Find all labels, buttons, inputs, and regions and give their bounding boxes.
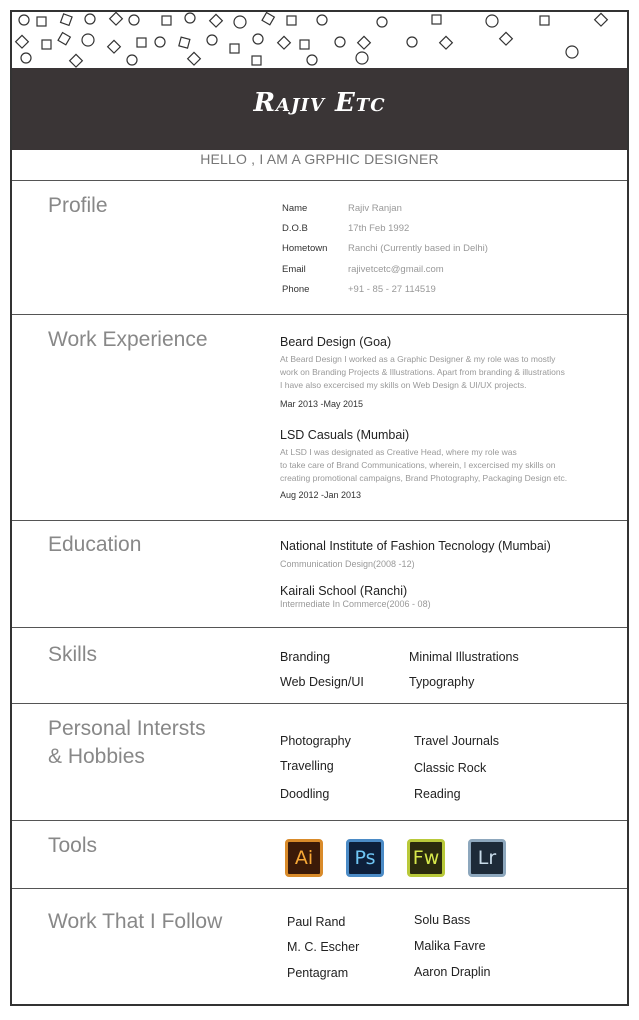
fireworks-icon: Fw	[407, 839, 445, 877]
job-description-line: work on Branding Projects & Illustrations. Apart from branding & illustrations	[280, 367, 565, 377]
section-title-follow: Work That I Follow	[48, 910, 223, 933]
lightroom-icon: Lr	[468, 839, 506, 877]
follow-item: Pentagram	[287, 966, 349, 980]
section-title-tools: Tools	[48, 834, 98, 857]
designer-name: Rajiv Etc	[253, 88, 386, 118]
resume-frame	[10, 10, 629, 1006]
school-detail: Communication Design(2008 -12)	[280, 559, 415, 569]
section-title-skills: Skills	[48, 643, 98, 666]
job-description-line: At LSD I was designated as Creative Head, where my role was	[280, 447, 517, 457]
follow-item: M. C. Escher	[287, 940, 360, 954]
hobby-item: Classic Rock	[414, 761, 487, 775]
follow-item: Malika Favre	[414, 939, 486, 953]
follow-item: Solu Bass	[414, 913, 471, 927]
section-title-work: Work Experience	[48, 328, 208, 351]
skill-item: Branding	[280, 650, 331, 664]
skill-item: Typography	[409, 675, 475, 689]
skill-item: Minimal Illustrations	[409, 650, 519, 664]
job-description-line: At Beard Design I worked as a Graphic Designer & my role was to mostly	[280, 354, 556, 364]
email-value[interactable]: rajivetcetc@gmail.com	[348, 264, 444, 275]
hobby-item: Doodling	[280, 787, 330, 801]
profile-label: Name	[282, 203, 308, 214]
job-title: Beard Design (Goa)	[280, 335, 392, 349]
divider	[12, 703, 627, 704]
job-description-line: I have also excercised my skills on Web Design & UI/UX projects.	[280, 380, 527, 390]
job-description-line: creating promotional campaigns, Brand Photography, Packaging Design etc.	[280, 473, 568, 483]
divider	[12, 888, 627, 889]
name-banner	[12, 68, 627, 150]
divider	[12, 180, 627, 181]
profile-value: Rajiv Ranjan	[348, 203, 402, 214]
skill-item: Web Design/UI	[280, 675, 364, 689]
profile-value: 17th Feb 1992	[348, 223, 410, 234]
profile-label: Hometown	[282, 243, 328, 254]
job-dates: Aug 2012 -Jan 2013	[280, 490, 362, 500]
job-title: LSD Casuals (Mumbai)	[280, 428, 410, 442]
profile-value: Ranchi (Currently based in Delhi)	[348, 243, 488, 254]
section-title-hobbies-line2: & Hobbies	[48, 745, 145, 768]
hobby-item: Travel Journals	[414, 734, 499, 748]
divider	[12, 820, 627, 821]
section-title-profile: Profile	[48, 194, 108, 217]
decorative-shape-pattern	[12, 12, 627, 68]
divider	[12, 627, 627, 628]
hobby-item: Reading	[414, 787, 461, 801]
school-name: Kairali School (Ranchi)	[280, 584, 408, 598]
hobby-item: Travelling	[280, 759, 334, 773]
job-dates: Mar 2013 -May 2015	[280, 399, 364, 409]
school-name: National Institute of Fashion Tecnology (Mumbai)	[280, 539, 551, 553]
profile-label: Phone	[282, 284, 310, 295]
tagline: HELLO , I AM A GRPHIC DESIGNER	[200, 151, 439, 167]
profile-label: Email	[282, 264, 306, 275]
section-title-hobbies-line1: Personal Intersts	[48, 717, 206, 740]
hobby-item: Photography	[280, 734, 351, 748]
job-description-line: to take care of Brand Communications, wherein, I excercised my skills on	[280, 460, 556, 470]
phone-value: +91 - 85 - 27 114519	[348, 284, 436, 295]
follow-item: Paul Rand	[287, 915, 346, 929]
follow-item: Aaron Draplin	[414, 965, 491, 979]
school-detail: Intermediate In Commerce(2006 - 08)	[280, 599, 431, 609]
divider	[12, 314, 627, 315]
divider	[12, 520, 627, 521]
section-title-education: Education	[48, 533, 142, 556]
illustrator-icon: Ai	[285, 839, 323, 877]
photoshop-icon: Ps	[346, 839, 384, 877]
profile-label: D.O.B	[282, 223, 308, 234]
